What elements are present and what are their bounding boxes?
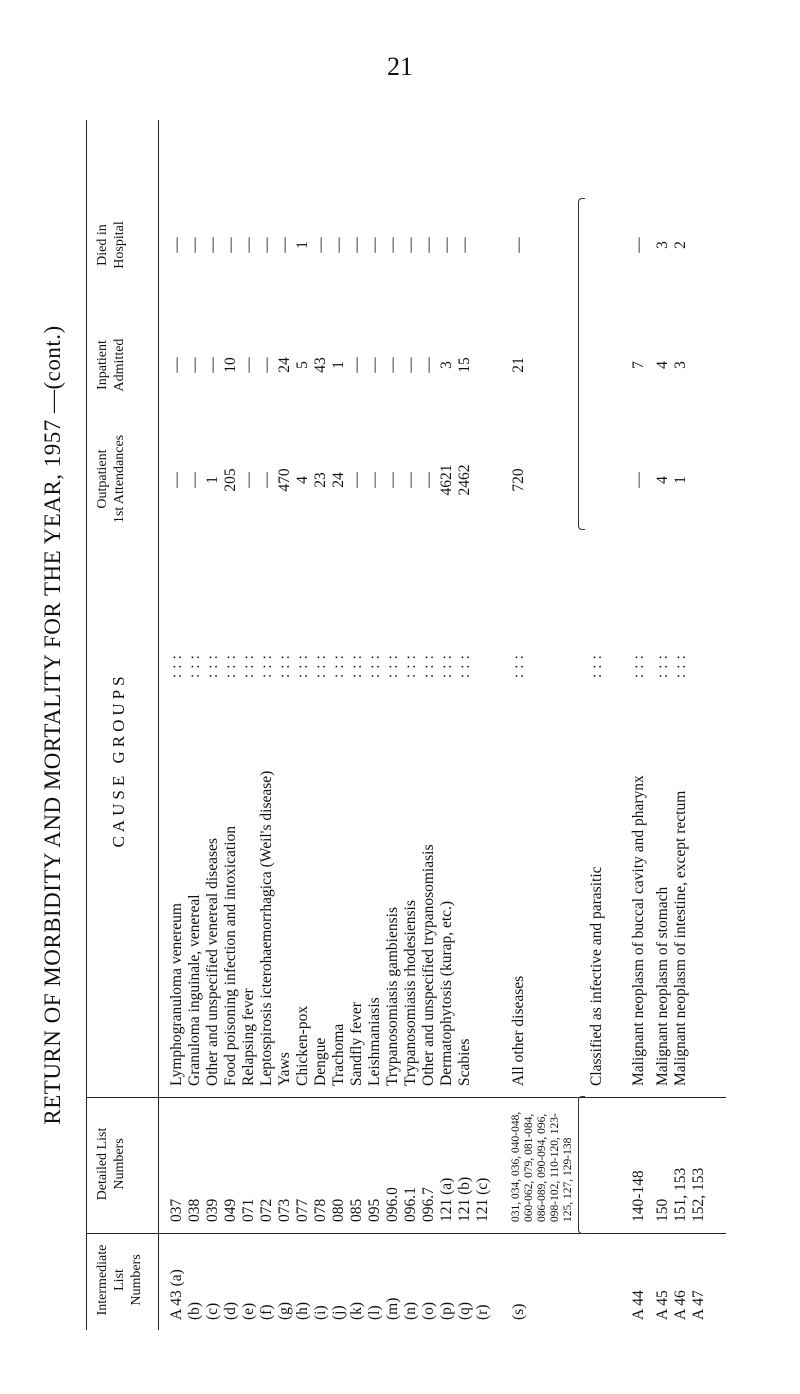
table-row: (i) 078 Dengue ::: 23 43 — [312,237,329,1320]
table-row: (r) 121 (c) [474,1177,491,1320]
table-row: (b) 038 Granuloma inguinale, venereal ::: — — — [186,237,203,1320]
table-row: (p) 121 (a) Dermatophytosis (kurap, etc.) ::: 4621 3 — [438,237,455,1320]
table-row: (k) 085 Sandfly fever ::: — — — [348,237,365,1320]
table-row: A 45 150 Malignant neoplasm of stomach ::: 4 4 3 [654,241,671,1320]
table-row: A 47 152, 153 [690,1167,707,1320]
group-brace [578,198,585,530]
table-row: (l) 095 Leishmaniasis ::: — — — [366,237,383,1320]
table-row: (q) 121 (b) Scabies ::: 2462 15 — [456,237,473,1320]
page-number: 21 [387,52,413,81]
header-top-rule [86,120,87,1330]
table-row: (n) 096.1 Trypanosomiasis rhodesiensis ::: — — — [402,237,419,1320]
header-detailed: Detailed List Numbers [95,1127,127,1201]
table-row: (m) 096.0 Trypanosomiasis gambiensis ::: — — — [384,237,401,1320]
table-row: (s) 031, 034, 036, 040-048, 060-062, 079, 081-084, 086-089, 090-094, 096, 098-102, 110-120, 123-125, 127, 129-138 All other diseases ::: 720 21 — [510,237,574,1320]
header-died: Died in Hospital [95,221,127,269]
header-intermediate: Intermediate List Numbers [95,1244,144,1316]
table-row: A 44 140-148 Malignant neoplasm of buccal cavity and pharynx ::: — 7 — [630,237,647,1320]
rotated-table [40,120,760,1330]
table-row: (h) 077 Chicken-pox ::: 4 5 1 [294,241,311,1320]
table-row: A 43 (a) 037 Lymphogranuloma venereum ::: — — — [168,237,185,1320]
header-admitted: Inpatient Admitted [95,338,127,392]
header-bottom-rule [158,120,159,1330]
group-brace [578,1096,585,1234]
table-row: (j) 080 Trachoma ::: 24 1 — [330,237,347,1320]
table-row: (o) 096.7 Other and unspecified trypanosomiasis ::: — — — [420,237,437,1320]
table-row: (f) 072 Leptospirosis icterohaemorrhagica (Weil's disease) ::: — — — [258,237,275,1320]
table-title: RETURN OF MORBIDITY AND MORTALITY FOR THE YEAR, 1957 —(cont.) [40,325,65,1125]
header-outpatient: Outpatient 1st Attendances [95,434,127,524]
table-row: (g) 073 Yaws ::: 470 24 — [276,237,293,1320]
table-row: A 46 151, 153 Malignant neoplasm of intestine, except rectum ::: 1 3 2 [672,241,689,1320]
table-row: (c) 039 Other and unspecified venereal diseases ::: 1 — — [204,237,221,1320]
table-row: Classified as infective and parasitic ::: [588,650,605,1086]
header-cause-groups: CAUSE GROUPS [109,672,128,848]
table-row: (d) 049 Food poisoning infection and intoxication ::: 205 10 — [222,237,239,1320]
table-row: (e) 071 Relapsing fever ::: — — — [240,237,257,1320]
